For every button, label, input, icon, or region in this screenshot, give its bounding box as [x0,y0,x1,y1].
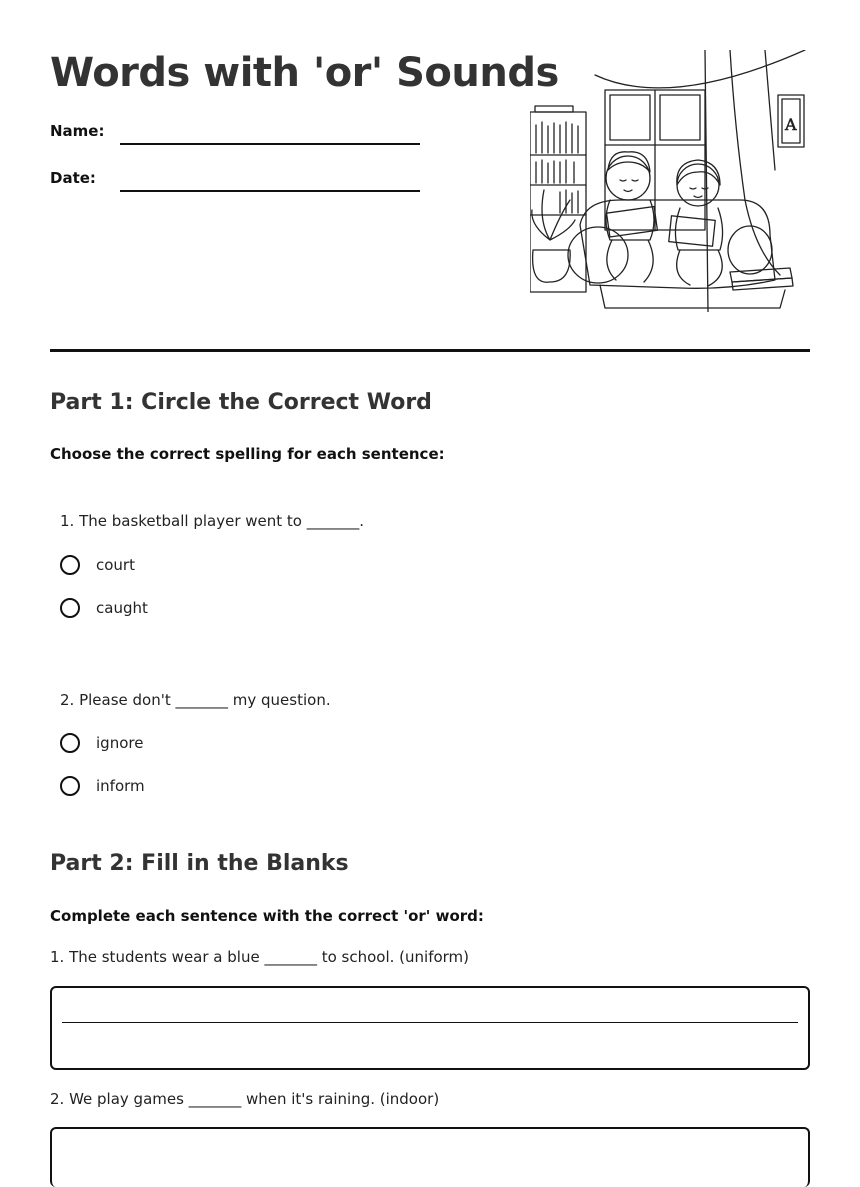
radio-circle[interactable] [60,776,80,796]
part1-title: Part 1: Circle the Correct Word [50,390,432,415]
option-label: inform [96,777,145,795]
answer-line [62,1022,798,1023]
section-divider [50,349,810,352]
answer-box-2[interactable] [50,1127,810,1187]
page-title: Words with 'or' Sounds [50,50,559,96]
date-field[interactable] [120,190,420,192]
name-label: Name: [50,122,105,140]
frame-letter: A [785,115,797,134]
option-caught[interactable] [60,596,148,620]
radio-circle[interactable] [60,733,80,753]
option-label: caught [96,599,148,617]
option-ignore[interactable] [60,731,143,755]
part1-question-2: 2. Please don't _______ my question. [60,691,331,709]
part2-instruction: Complete each sentence with the correct 'or' word: [50,907,484,925]
part2-title: Part 2: Fill in the Blanks [50,851,349,876]
option-label: ignore [96,734,144,752]
option-court[interactable] [60,553,135,577]
date-label: Date: [50,169,96,187]
part2-question-1: 1. The students wear a blue _______ to school. (uniform) [50,948,470,966]
option-label: court [96,556,135,574]
option-inform[interactable] [60,774,145,798]
children-reading-illustration [530,50,810,312]
radio-circle[interactable] [60,598,80,618]
part2-question-2: 2. We play games _______ when it's raining. (indoor) [50,1090,440,1108]
radio-circle[interactable] [60,555,80,575]
part1-instruction: Choose the correct spelling for each sentence: [50,445,445,463]
name-field[interactable] [120,143,420,145]
answer-box-1[interactable] [50,986,810,1070]
worksheet-page [50,0,810,1161]
part1-question-1: 1. The basketball player went to _______. [60,512,365,530]
